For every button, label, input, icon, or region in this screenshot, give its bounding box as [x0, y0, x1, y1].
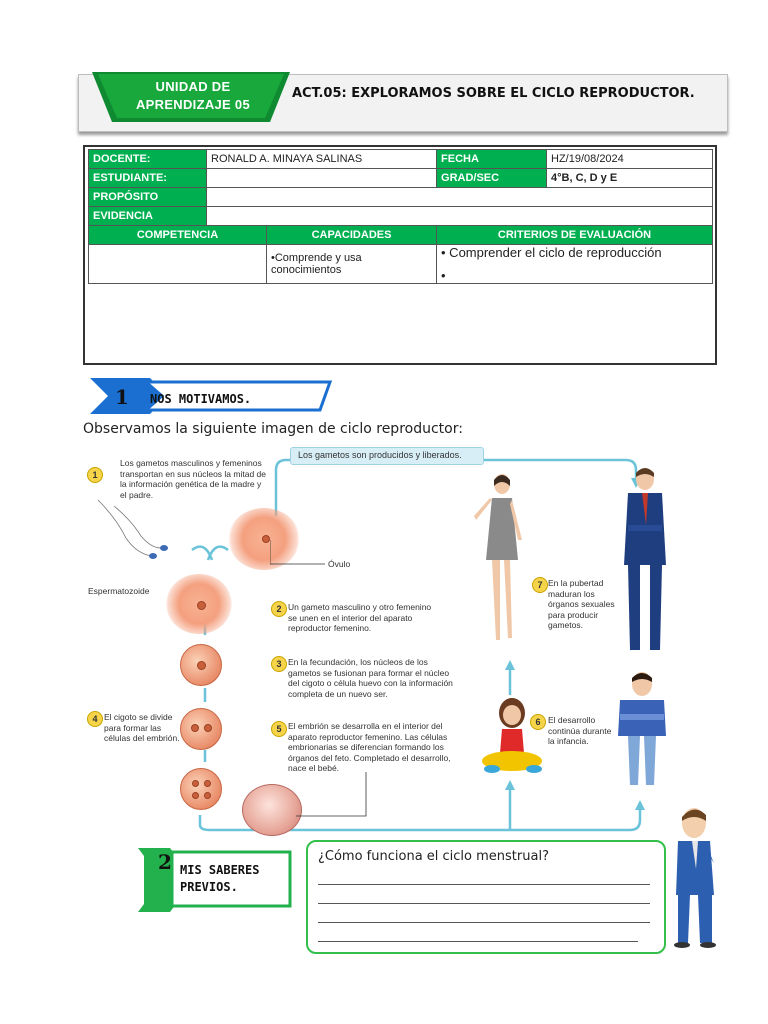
proposito-value[interactable]	[207, 188, 713, 207]
four-cell-nucleus-d	[204, 792, 211, 799]
section2-label	[180, 862, 259, 896]
competencia-cell[interactable]	[89, 245, 267, 284]
question-text: ¿Cómo funciona el ciclo menstrual?	[318, 849, 549, 864]
evidencia-label: EVIDENCIA	[89, 207, 207, 226]
step5-text: El embrión se desarrolla en el interior del aparato reproductor femenino. Las células embrionarias se diferencian formando los órganos del feto. Completado el desarrollo, nace el bebé.	[288, 721, 451, 773]
unit-line2: APRENDIZAJE 05	[135, 97, 250, 112]
adult-man-figure	[612, 465, 678, 660]
zygote-nucleus	[197, 661, 206, 670]
fetus-pointer	[296, 772, 370, 822]
ovulo-pointer	[270, 540, 330, 570]
section2-label-line1: MIS SABERES	[180, 863, 260, 877]
step3-badge: 3	[271, 656, 287, 672]
criterio-item-2: •	[441, 268, 446, 283]
docente-label: DOCENTE:	[89, 150, 207, 169]
thinking-man-figure	[668, 805, 724, 950]
criterios-header: CRITERIOS DE EVALUACIÓN	[437, 226, 713, 245]
fecha-label: FECHA	[437, 150, 547, 169]
step1-badge: 1	[87, 467, 103, 483]
ovulo-label: Óvulo	[328, 559, 351, 569]
info-table	[88, 149, 713, 284]
activity-title: ACT.05: EXPLORAMOS SOBRE EL CICLO REPRODUCTOR.	[292, 86, 695, 101]
step2-badge: 2	[271, 601, 287, 617]
fertilized-egg-nucleus	[197, 601, 206, 610]
step4-badge: 4	[87, 711, 103, 727]
four-cell-nucleus-c	[192, 792, 199, 799]
child-boy-figure	[612, 670, 672, 795]
step4-text: El cigoto se divide para formar las células del embrión.	[104, 712, 180, 743]
cycle-top-banner-text: Los gametos son producidos y liberados.	[298, 450, 462, 460]
capacidad-item: •Comprende y usa conocimientos	[271, 252, 362, 276]
answer-line-3[interactable]	[318, 922, 650, 923]
two-cell-embryo	[180, 708, 222, 750]
ovulo-nucleus	[262, 535, 270, 543]
step6-badge: 6	[530, 714, 546, 730]
proposito-label: PROPÓSITO	[89, 188, 207, 207]
answer-line-1[interactable]	[318, 884, 650, 885]
two-cell-nucleus-a	[191, 724, 199, 732]
criterios-cell[interactable]	[437, 245, 713, 284]
unit-title	[118, 78, 268, 114]
evidencia-value[interactable]	[207, 207, 713, 226]
criterio-item-1: • Comprender el ciclo de reproducción	[441, 245, 662, 260]
competencia-header: COMPETENCIA	[89, 226, 267, 245]
section1-intro: Observamos la siguiente imagen de ciclo reproductor:	[83, 421, 463, 437]
estudiante-label: ESTUDIANTE:	[89, 169, 207, 188]
espermatozoide-label: Espermatozoide	[88, 586, 150, 596]
gradsec-label: GRAD/SEC	[437, 169, 547, 188]
four-cell-nucleus-b	[204, 780, 211, 787]
four-cell-nucleus-a	[192, 780, 199, 787]
fecha-value[interactable]: HZ/19/08/2024	[547, 150, 713, 169]
step1-text: Los gametos masculinos y femeninos transportan en sus núcleos la mitad de la información genética de la madre y el padre.	[120, 458, 267, 500]
step7-text: En la pubertad maduran los órganos sexuales para producir gametos.	[548, 578, 615, 630]
four-cell-embryo	[180, 768, 222, 810]
section2-number: 2	[158, 850, 172, 874]
sperm-illustration	[96, 498, 176, 568]
step6-text: El desarrollo continúa durante la infancia.	[548, 715, 612, 746]
capacidades-cell[interactable]	[267, 245, 437, 284]
section1-number: 1	[115, 385, 129, 409]
docente-value[interactable]: RONALD A. MINAYA SALINAS	[207, 150, 437, 169]
child-girl-figure	[478, 695, 548, 777]
estudiante-value[interactable]	[207, 169, 437, 188]
section1-label: NOS MOTIVAMOS.	[150, 392, 252, 406]
two-cell-nucleus-b	[204, 724, 212, 732]
step2-text: Un gameto masculino y otro femenino se unen en el interior del aparato reproductor femenino.	[288, 602, 432, 633]
gradsec-value[interactable]: 4°B, C, D y E	[547, 169, 713, 188]
capacidades-header: CAPACIDADES	[267, 226, 437, 245]
section2-label-line2: PREVIOS.	[180, 880, 238, 894]
fetus-illustration	[242, 784, 302, 836]
unit-line1: UNIDAD DE	[155, 79, 231, 94]
answer-line-2[interactable]	[318, 903, 650, 904]
step7-badge: 7	[532, 577, 548, 593]
adult-woman-figure	[466, 470, 536, 650]
step3-text: En la fecundación, los núcleos de los gametos se fusionan para formar el núcleo del cigoto o célula huevo con la información completa de un nuevo ser.	[288, 657, 453, 699]
answer-line-4[interactable]	[318, 941, 638, 942]
step5-badge: 5	[271, 721, 287, 737]
